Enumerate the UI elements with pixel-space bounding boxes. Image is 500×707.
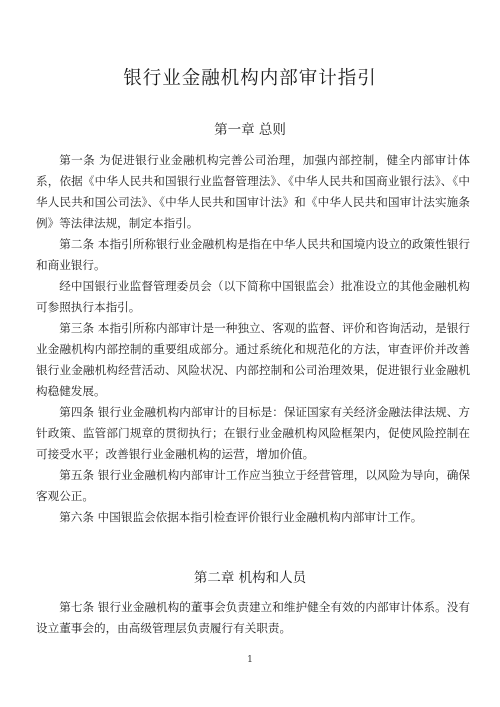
paragraph: 第六条 中国银监会依据本指引检查评价银行业金融机构内部审计工作。 xyxy=(59,510,423,524)
paragraph: 第二条 本指引所称银行业金融机构是指在中华人民共和国境内设立的政策性银行和商业银行。 xyxy=(36,237,470,272)
paragraph: 第七条 银行业金融机构的董事会负责建立和维护健全有效的内部审计体系。没有设立董事会的，由高级管理层负责履行有关职责。 xyxy=(36,600,470,635)
document-title: 银行业金融机构内部审计指引 xyxy=(123,68,377,89)
paragraph: 第三条 本指引所称内部审计是一种独立、客观的监督、评价和咨询活动，是银行业金融机构内部控制的重要组成部分。通过系统化和规范化的方法，审查评价并改善银行业金融机构经营活动、风险状况、内部控制和公司治理效果，促进银行业金融机构稳健发展。 xyxy=(36,321,470,398)
chapter-heading: 第二章 机构和人员 xyxy=(193,570,307,586)
page-number: 1 xyxy=(247,655,253,665)
paragraph: 第四条 银行业金融机构内部审计的目标是：保证国家有关经济金融法律法规、方针政策、监管部门规章的贯彻执行；在银行业金融机构风险框架内，促使风险控制在可接受水平；改善银行业金融机构的运营，增加价值。 xyxy=(36,405,470,461)
chapter-body xyxy=(36,150,470,528)
paragraph: 第一条 为促进银行业金融机构完善公司治理，加强内部控制，健全内部审计体系，依据《中华人民共和国银行业监督管理法》、《中华人民共和国商业银行法》、《中华人民共和国公司法》、《中华人民共和国审计法》和《中华人民共和国审计法实施条例》等法律法规，制定本指引。 xyxy=(36,153,470,230)
chapter-heading: 第一章 总则 xyxy=(214,122,286,138)
chapter-body xyxy=(36,597,470,639)
paragraph: 第五条 银行业金融机构内部审计工作应当独立于经营管理，以风险为导向，确保客观公正。 xyxy=(36,468,470,503)
paragraph: 经中国银行业监督管理委员会（以下简称中国银监会）批准设立的其他金融机构可参照执行本指引。 xyxy=(36,279,470,314)
